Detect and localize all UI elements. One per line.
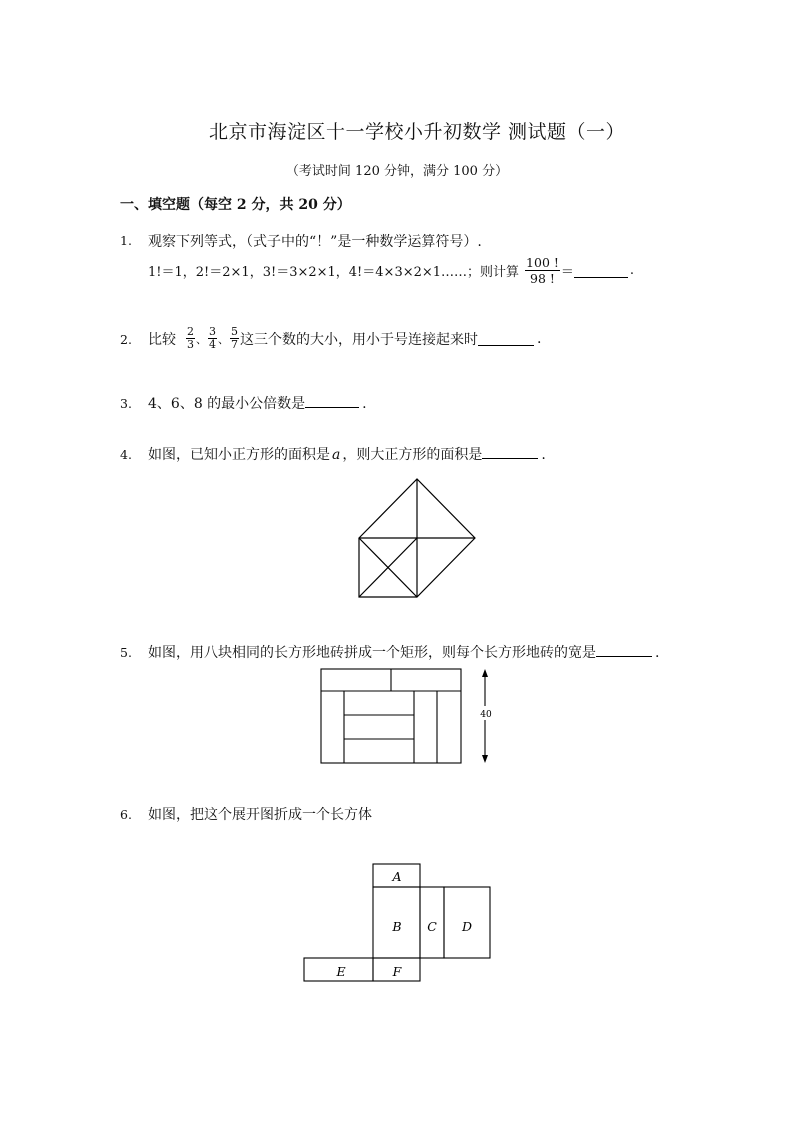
question-2-number: 2. [120, 332, 132, 347]
arrow-down-icon [482, 755, 488, 763]
question-5-number: 5. [120, 645, 132, 660]
face-d-label: D [461, 919, 473, 934]
end-period: . [541, 447, 546, 463]
arrow-up-icon [482, 669, 488, 677]
question-5-text [148, 642, 659, 662]
question-1-fraction [525, 255, 560, 286]
question-2-suffix: 这三个数的大小，用小于号连接起来时 [240, 331, 478, 348]
answer-blank [574, 263, 628, 278]
question-3-number: 3. [120, 396, 132, 411]
dimension-label: 40 [480, 710, 492, 720]
separator: 、 [218, 332, 229, 346]
question-3-text [148, 393, 367, 413]
page-title: 北京市海淀区十一学校小升初数学 测试题（一） [208, 121, 626, 143]
end-period: . [655, 645, 660, 661]
fraction-numerator: 3 [209, 325, 216, 338]
question-6-text: 如图，把这个展开图折成一个长方体 [148, 807, 372, 823]
fraction-numerator: 5 [231, 325, 238, 338]
variable-a: a [332, 447, 341, 463]
question-1-number: 1. [120, 233, 132, 248]
question-6-number: 6. [120, 807, 132, 822]
section-heading: 一、填空题（每空 2 分，共 20 分） [120, 197, 351, 213]
question-1-text: 观察下列等式，（式子中的“！”是一种数学运算符号）. [148, 234, 482, 250]
fraction-numerator: 2 [187, 325, 194, 338]
question-2-prefix: 比较 [148, 331, 176, 348]
tiles-figure [316, 664, 501, 768]
question-4-text [148, 444, 546, 464]
question-4-body-end: ，则大正方形的面积是 [342, 447, 483, 463]
fraction-denominator: 4 [209, 338, 216, 351]
question-4-body: 如图，已知小正方形的面积是 [148, 447, 330, 463]
question-1-formula [148, 255, 634, 286]
separator: 、 [196, 332, 207, 346]
end-period: . [537, 330, 542, 347]
fraction-denominator: 98 ! [530, 271, 555, 286]
question-3-body: 4、6、8 的最小公倍数是 [148, 396, 306, 412]
fraction-five-sevenths [230, 326, 239, 351]
equals-sign: ＝ [560, 265, 574, 280]
fraction-denominator: 7 [231, 338, 238, 351]
face-e-label: E [336, 964, 346, 979]
exam-info: （考试时间 120 分钟，满分 100 分） [285, 164, 509, 179]
face-b-label: B [392, 919, 402, 934]
answer-blank [596, 642, 652, 657]
question-1-examples: 1!＝1，2!＝2×1，3!＝3×2×1，4!＝4×3×2×1……；则计算 [148, 265, 520, 280]
question-5-body: 如图，用八块相同的长方形地砖拼成一个矩形，则每个长方形地砖的宽是 [148, 645, 596, 661]
end-period: . [629, 263, 635, 278]
answer-blank [305, 393, 359, 408]
question-2-text [148, 326, 541, 351]
answer-blank [482, 444, 538, 459]
box-net-figure [300, 860, 495, 986]
fraction-numerator: 100 ! [526, 255, 559, 270]
end-period: . [362, 396, 367, 412]
question-4-number: 4. [120, 447, 132, 462]
fraction-denominator: 3 [187, 338, 194, 351]
face-c-label: C [427, 919, 437, 934]
fraction-three-quarters [208, 326, 217, 351]
answer-blank [478, 331, 534, 346]
face-a-label: A [392, 869, 402, 884]
face-f-label: F [392, 964, 402, 979]
squares-figure [352, 472, 482, 608]
fraction-two-thirds [186, 326, 195, 351]
